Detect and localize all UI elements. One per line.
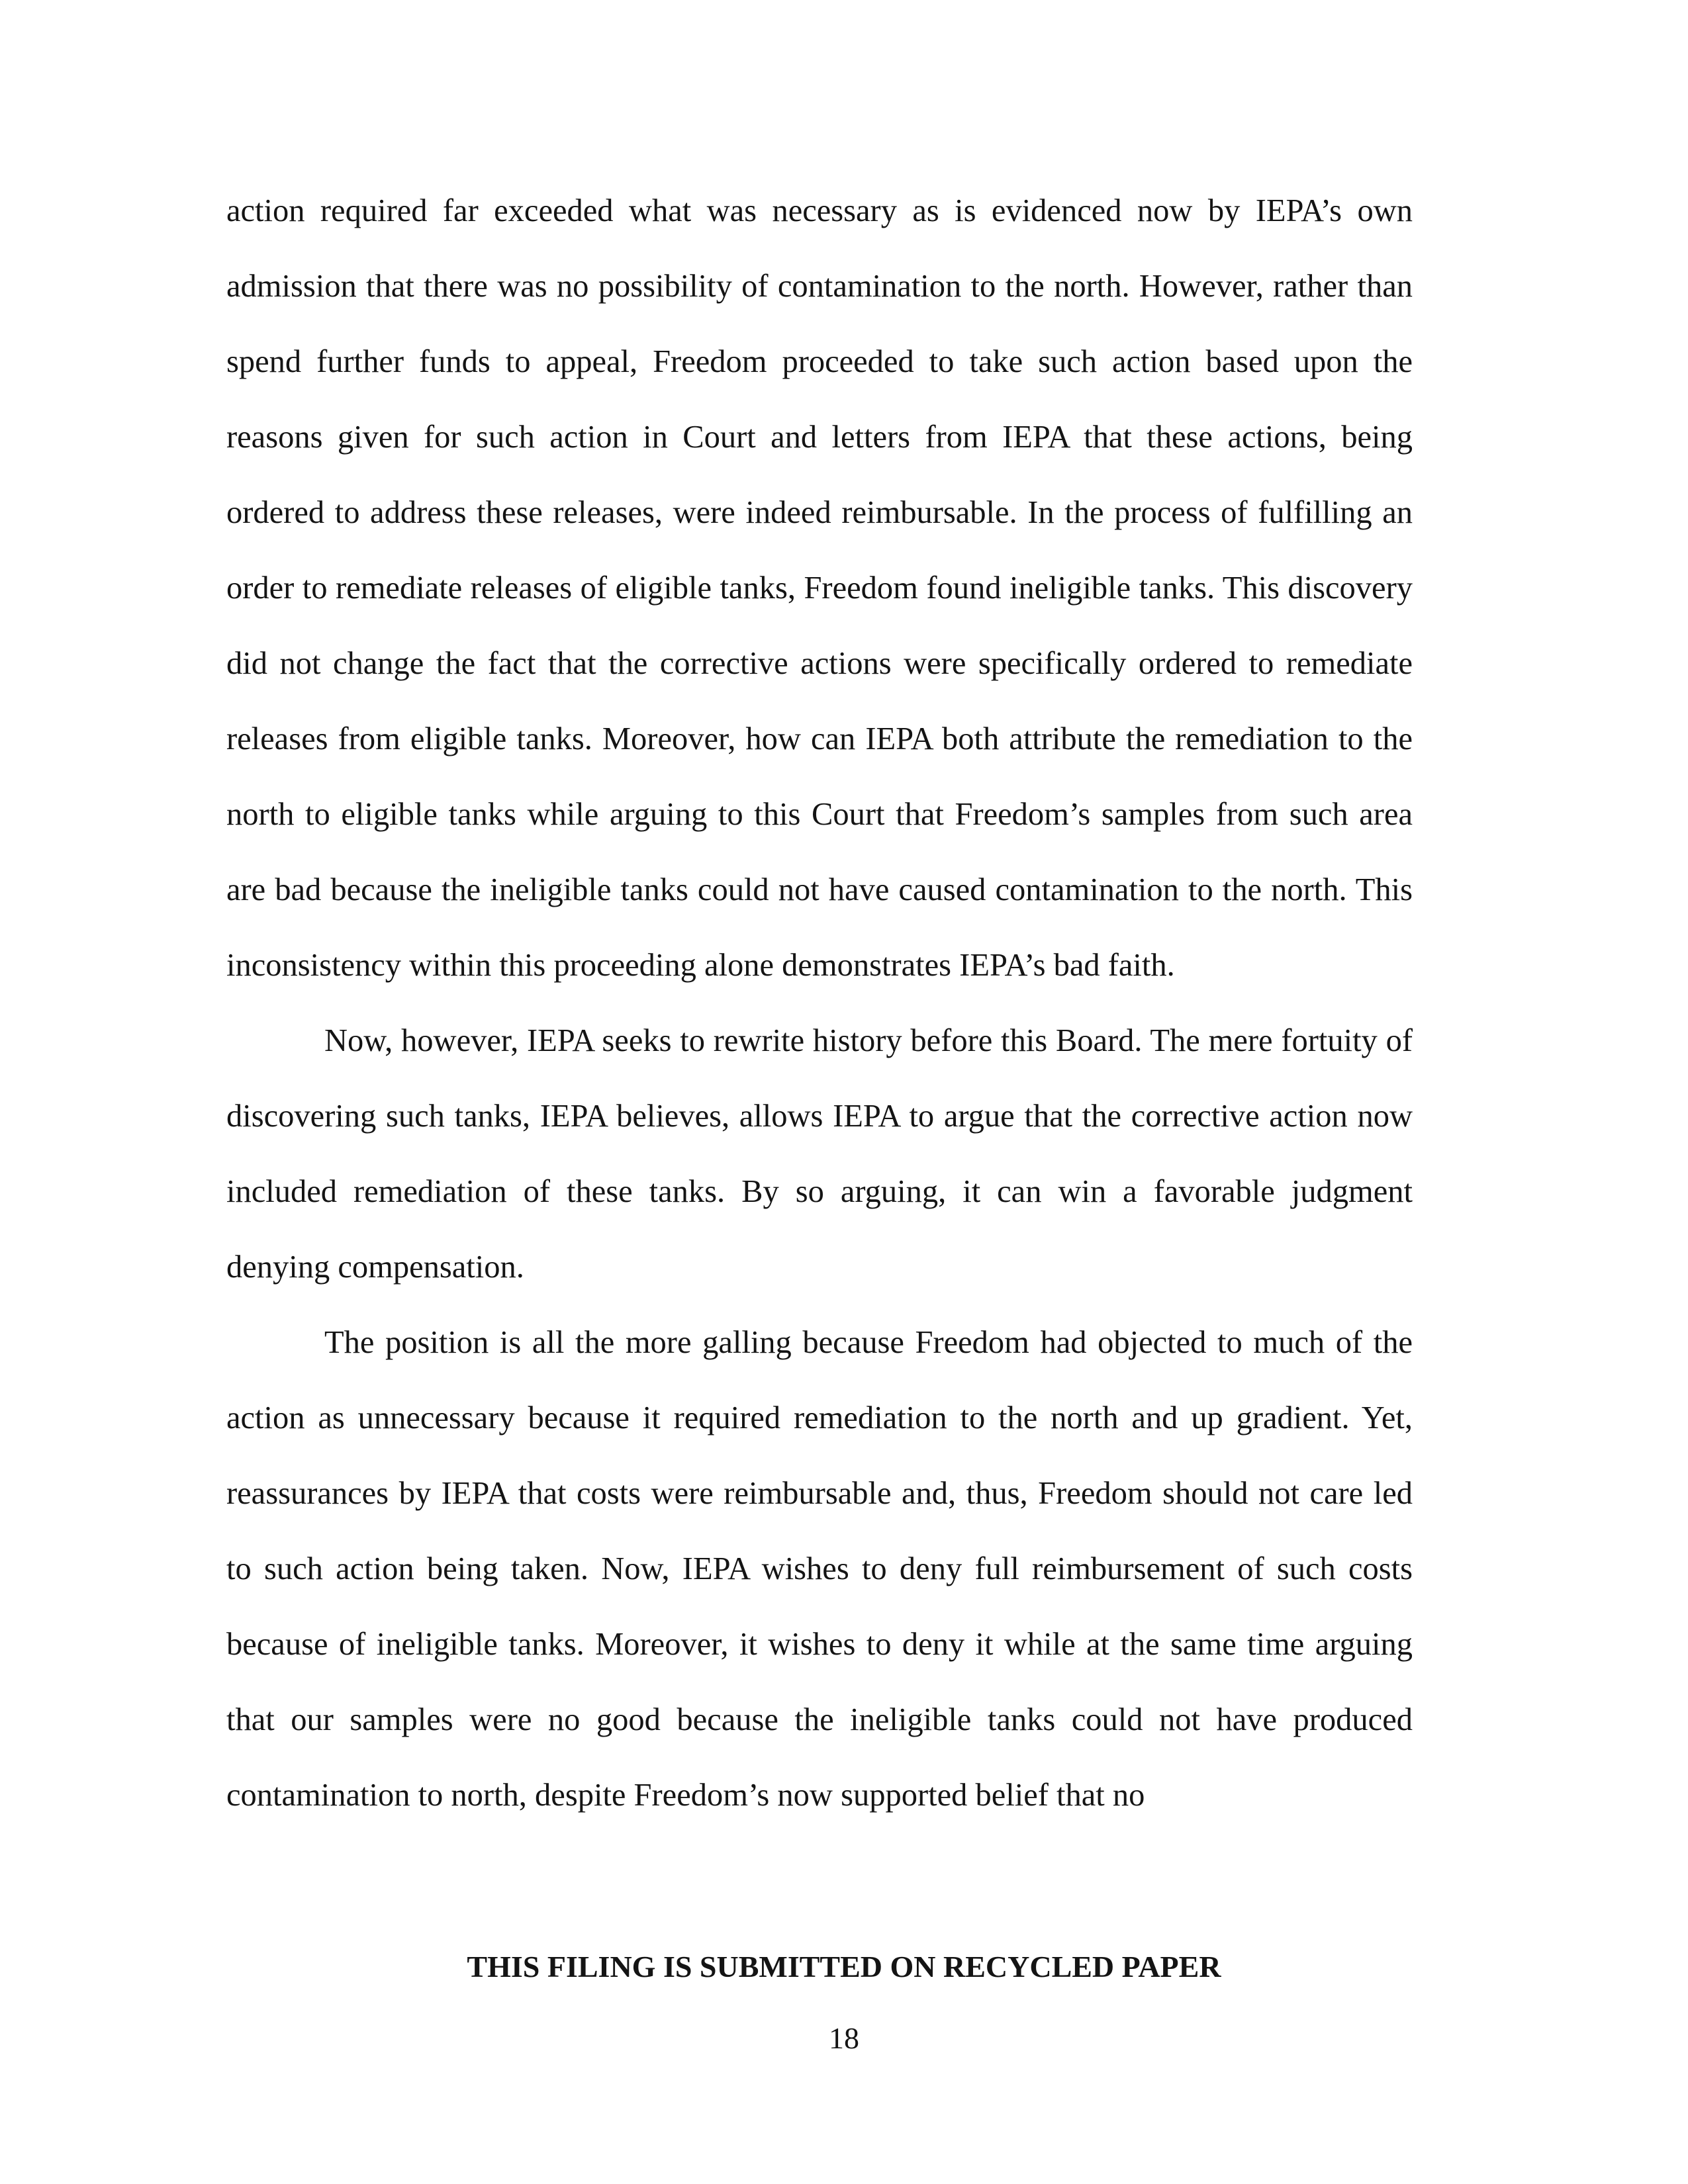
document-body <box>226 173 1413 1833</box>
paragraph-1: action required far exceeded what was necessary as is evidenced now by IEPA’s own admission that there was no possibility of contamination to the north. However, rather than spend further funds to appeal, Freedom proceeded to take such action based upon the reasons given for such action in Court and letters from IEPA that these actions, being ordered to address these releases, were indeed reimbursable. In the process of fulfilling an order to remediate releases of eligible tanks, Freedom found ineligible tanks. This discovery did not change the fact that the corrective actions were specifically ordered to remediate releases from eligible tanks. Moreover, how can IEPA both attribute the remediation to the north to eligible tanks while arguing to this Court that Freedom’s samples from such area are bad because the ineligible tanks could not have caused contamination to the north. This inconsistency within this proceeding alone demonstrates IEPA’s bad faith. <box>226 193 1413 983</box>
recycled-paper-notice: THIS FILING IS SUBMITTED ON RECYCLED PAPER <box>467 1950 1221 1983</box>
paragraph-3: The position is all the more galling because Freedom had objected to much of the action as unnecessary because it required remediation to the north and up gradient. Yet, reassurances by IEPA that costs were reimbursable and, thus, Freedom should not care led to such action being taken. Now, IEPA wishes to deny full reimbursement of such costs because of ineligible tanks. Moreover, it wishes to deny it while at the same time arguing that our samples were no good because the ineligible tanks could not have produced contamination to north, despite Freedom’s now supported belief that no <box>226 1325 1413 1813</box>
paragraph-2: Now, however, IEPA seeks to rewrite history before this Board. The mere fortuity of discovering such tanks, IEPA believes, allows IEPA to argue that the corrective action now included remediation of these tanks. By so arguing, it can win a favorable judgment denying compensation. <box>226 1023 1413 1285</box>
page-number: 18 <box>829 2021 859 2055</box>
